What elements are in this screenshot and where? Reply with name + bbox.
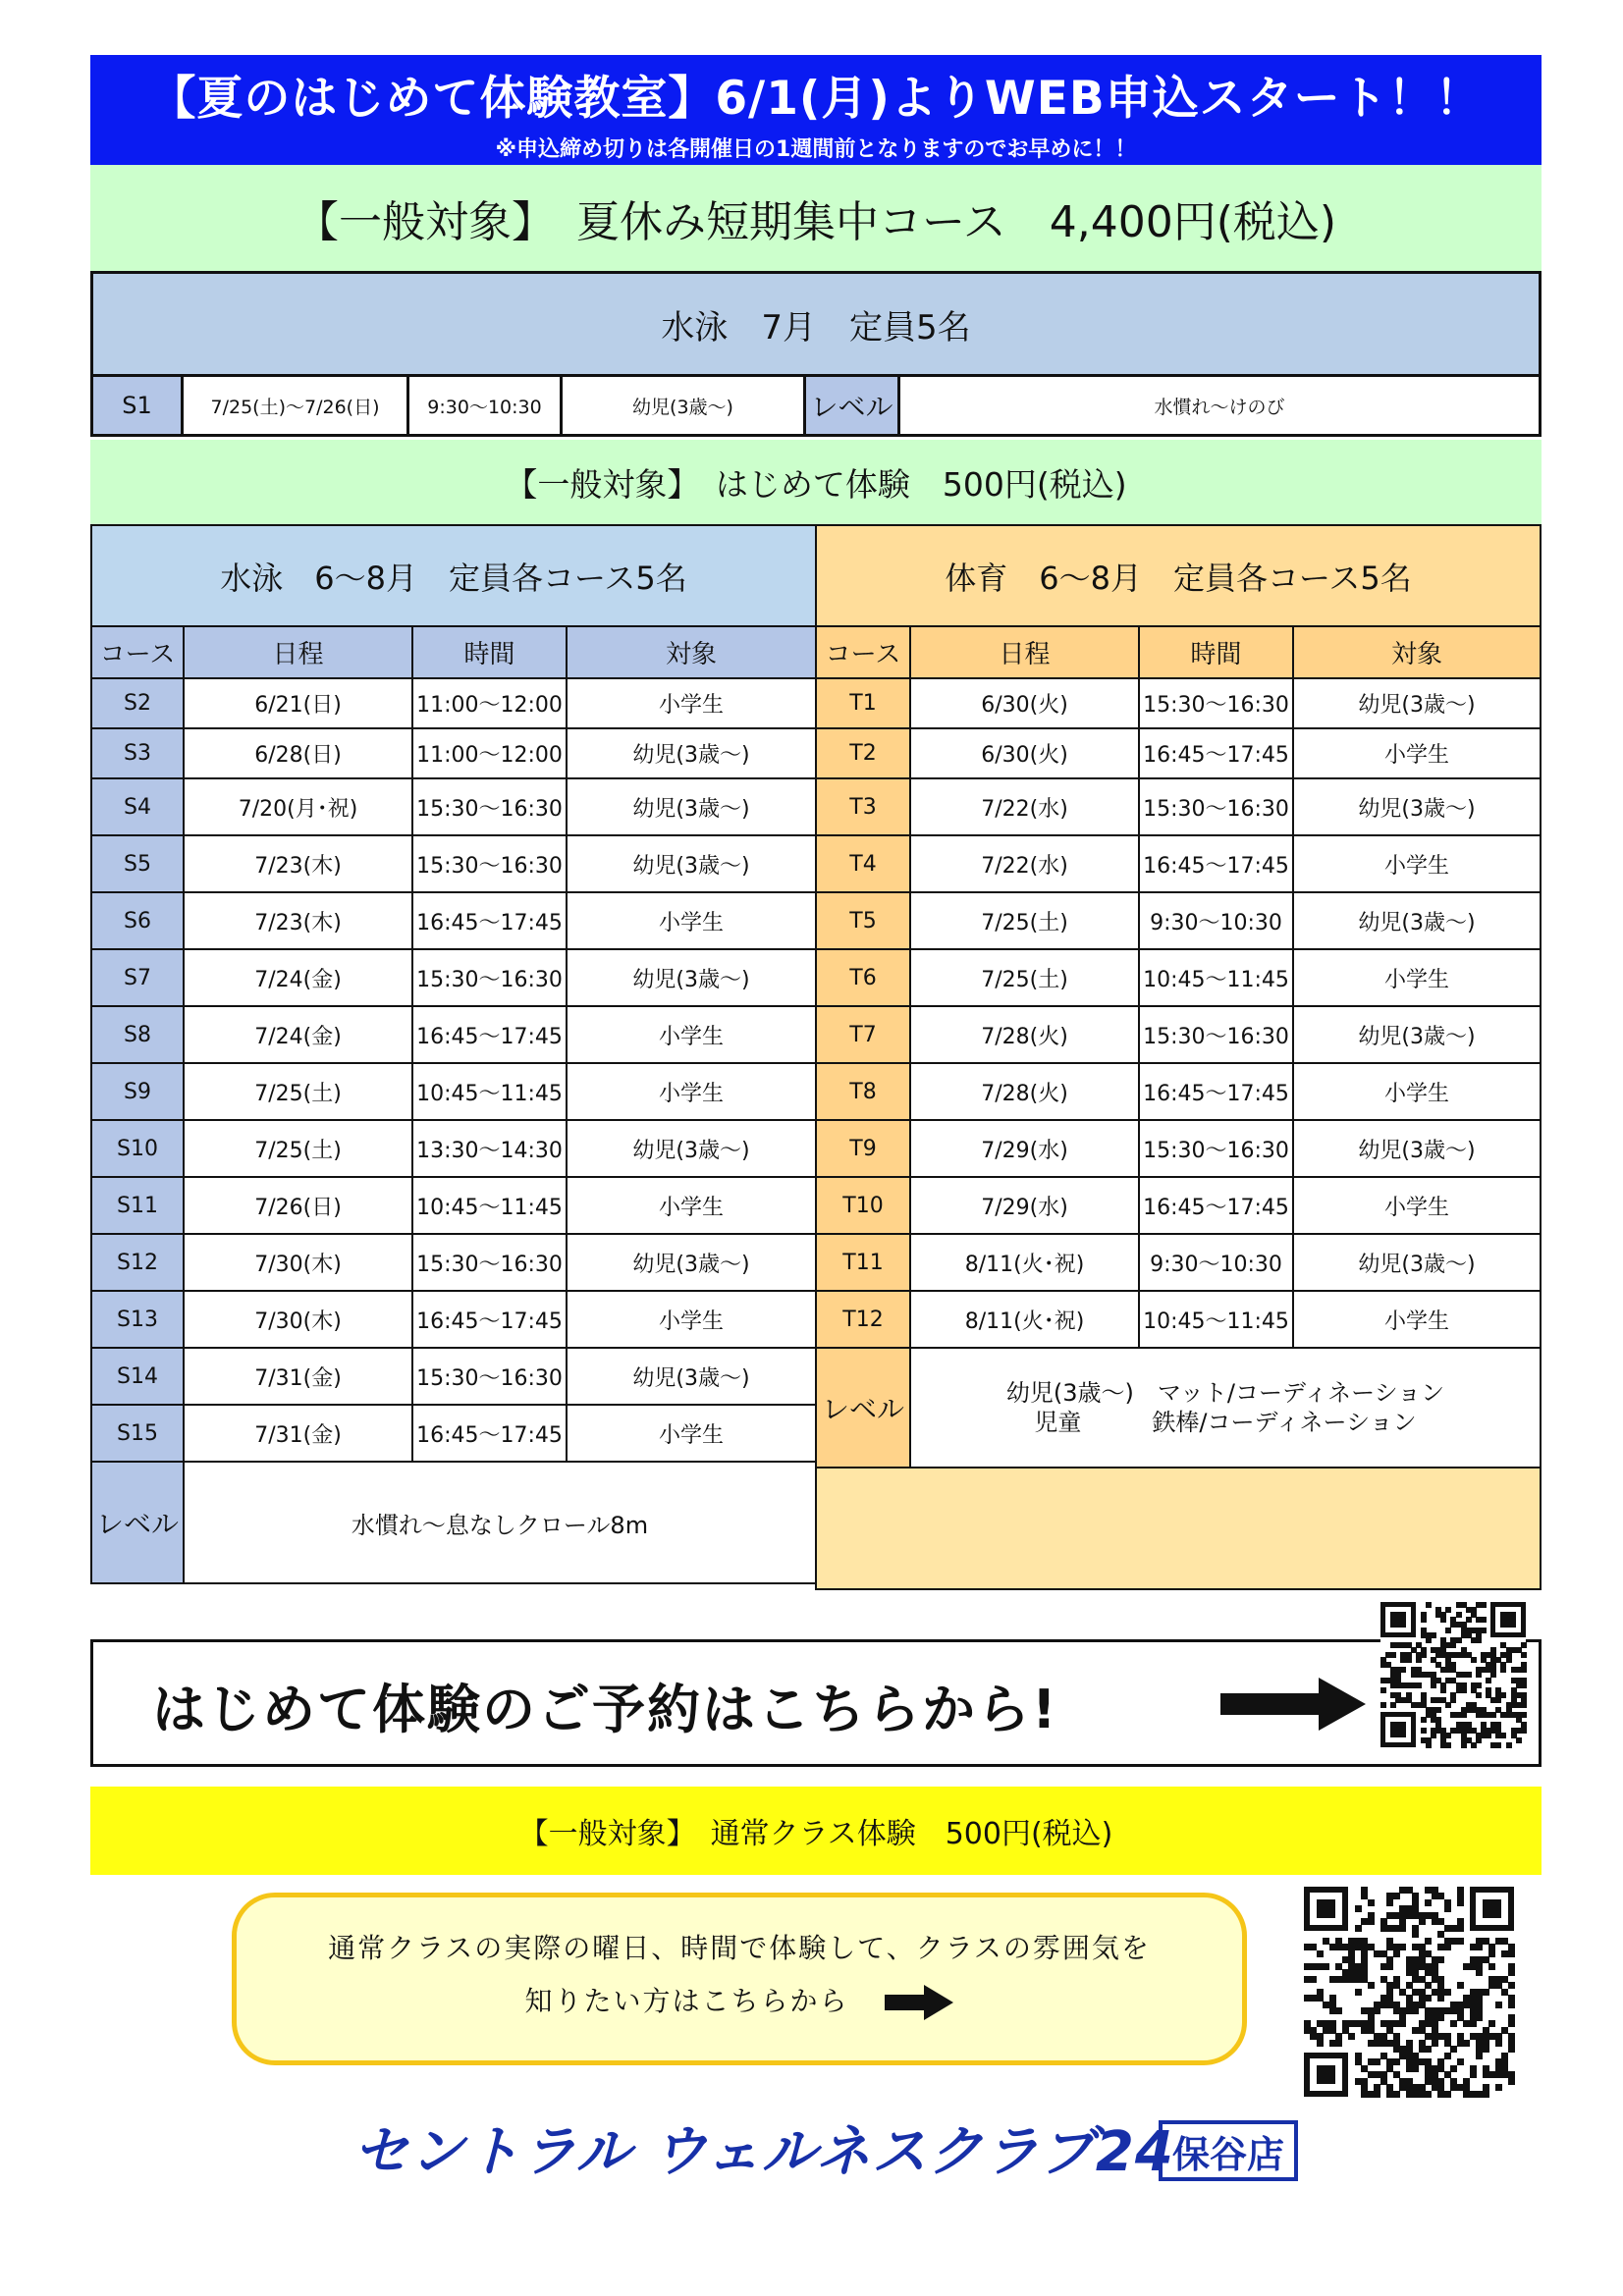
cell-target: 幼児(3歳～) bbox=[567, 1348, 816, 1405]
gym-level-line: 幼児(3歳～) マット/コーディネーション bbox=[1005, 1379, 1445, 1407]
swim-schedule-table bbox=[90, 524, 817, 1584]
cell-code: T1 bbox=[816, 678, 910, 728]
regular-class-line: 通常クラスの実際の曜日、時間で体験して、クラスの雰囲気を bbox=[328, 1932, 1151, 1964]
cell-time: 15:30～16:30 bbox=[412, 949, 567, 1006]
cell-time: 16:45～17:45 bbox=[412, 1291, 567, 1348]
cell-time: 9:30～10:30 bbox=[1139, 1234, 1293, 1291]
table-row bbox=[91, 1405, 816, 1462]
table-row bbox=[91, 678, 816, 728]
cell-target: 幼児(3歳～) bbox=[1293, 678, 1541, 728]
cell-code: S14 bbox=[91, 1348, 184, 1405]
cell-time: 16:45～17:45 bbox=[1139, 1063, 1293, 1120]
cell-date: 7/22(水) bbox=[910, 778, 1139, 835]
table-row bbox=[816, 1234, 1541, 1291]
cell-time: 9:30～10:30 bbox=[1139, 892, 1293, 949]
cell-target: 幼児(3歳～) bbox=[567, 778, 816, 835]
table-row bbox=[816, 1120, 1541, 1177]
cell-date: 7/29(水) bbox=[910, 1177, 1139, 1234]
cell-date: 6/30(火) bbox=[910, 678, 1139, 728]
regular-class-band: 【一般対象】 通常クラス体験 500円(税込) bbox=[90, 1787, 1542, 1875]
cell-date: 7/23(木) bbox=[184, 892, 412, 949]
table-row bbox=[91, 892, 816, 949]
cell-code: T6 bbox=[816, 949, 910, 1006]
level-label: レベル bbox=[805, 376, 899, 436]
cell-time: 15:30～16:30 bbox=[1139, 678, 1293, 728]
gym-empty-cell bbox=[816, 1468, 1541, 1589]
swim-level: 水慣れ～息なしクロール8m bbox=[184, 1462, 816, 1583]
cell-time: 15:30～16:30 bbox=[1139, 778, 1293, 835]
table-row bbox=[816, 892, 1541, 949]
cell-code: T7 bbox=[816, 1006, 910, 1063]
cell-target: 小学生 bbox=[567, 892, 816, 949]
cell-date: 7/24(金) bbox=[184, 1006, 412, 1063]
table-row bbox=[816, 1063, 1541, 1120]
cell-target: 幼児(3歳～) bbox=[1293, 1120, 1541, 1177]
cell-time: 11:00～12:00 bbox=[412, 728, 567, 778]
cell-target: 小学生 bbox=[1293, 835, 1541, 892]
cell-date: 7/29(水) bbox=[910, 1120, 1139, 1177]
cell-date: 7/31(金) bbox=[184, 1405, 412, 1462]
cell-target: 小学生 bbox=[1293, 1291, 1541, 1348]
course-time: 9:30～10:30 bbox=[408, 376, 562, 436]
cell-date: 6/28(日) bbox=[184, 728, 412, 778]
cell-code: S12 bbox=[91, 1234, 184, 1291]
table-row bbox=[816, 1177, 1541, 1234]
store-name: 保谷店 bbox=[1159, 2120, 1298, 2181]
cell-code: S8 bbox=[91, 1006, 184, 1063]
table-row bbox=[91, 1291, 816, 1348]
cell-date: 7/22(水) bbox=[910, 835, 1139, 892]
table-row bbox=[816, 1291, 1541, 1348]
cell-date: 7/30(木) bbox=[184, 1234, 412, 1291]
cell-target: 幼児(3歳～) bbox=[567, 728, 816, 778]
cell-target: 小学生 bbox=[1293, 949, 1541, 1006]
cell-code: S10 bbox=[91, 1120, 184, 1177]
gym-level bbox=[910, 1348, 1541, 1468]
course-level: 水慣れ～けのび bbox=[899, 376, 1541, 436]
cell-date: 7/28(火) bbox=[910, 1006, 1139, 1063]
cell-time: 13:30～14:30 bbox=[412, 1120, 567, 1177]
cell-time: 15:30～16:30 bbox=[412, 1348, 567, 1405]
cell-date: 6/30(火) bbox=[910, 728, 1139, 778]
cell-code: S2 bbox=[91, 678, 184, 728]
swim-heading: 水泳 6～8月 定員各コース5名 bbox=[91, 525, 816, 626]
cell-target: 小学生 bbox=[567, 1291, 816, 1348]
short-course-heading: 水泳 7月 定員5名 bbox=[92, 273, 1541, 376]
cell-date: 7/23(木) bbox=[184, 835, 412, 892]
cell-time: 16:45～17:45 bbox=[412, 1006, 567, 1063]
qr-code-icon[interactable] bbox=[1304, 1887, 1514, 2097]
table-row bbox=[816, 835, 1541, 892]
column-header: 対象 bbox=[567, 626, 816, 678]
cell-date: 8/11(火･祝) bbox=[910, 1234, 1139, 1291]
regular-class-link-text[interactable]: 知りたい方はこちらから bbox=[524, 1985, 849, 2017]
cell-target: 幼児(3歳～) bbox=[1293, 892, 1541, 949]
short-course-band: 【一般対象】 夏休み短期集中コース 4,400円(税込) bbox=[90, 165, 1542, 271]
table-row bbox=[91, 728, 816, 778]
right-arrow-icon bbox=[885, 1985, 953, 2020]
cell-target: 幼児(3歳～) bbox=[567, 949, 816, 1006]
brand-logo: セントラル ウェルネスクラブ24 bbox=[353, 2120, 1174, 2184]
table-row bbox=[816, 728, 1541, 778]
table-row bbox=[816, 949, 1541, 1006]
cell-time: 15:30～16:30 bbox=[1139, 1006, 1293, 1063]
cell-time: 10:45～11:45 bbox=[412, 1063, 567, 1120]
cell-date: 7/31(金) bbox=[184, 1348, 412, 1405]
cell-code: S13 bbox=[91, 1291, 184, 1348]
table-row bbox=[91, 1234, 816, 1291]
table-row bbox=[91, 1348, 816, 1405]
cell-time: 16:45～17:45 bbox=[1139, 1177, 1293, 1234]
cell-date: 6/21(日) bbox=[184, 678, 412, 728]
cell-time: 15:30～16:30 bbox=[412, 835, 567, 892]
table-row bbox=[91, 1120, 816, 1177]
swim-level-label: レベル bbox=[91, 1462, 184, 1583]
gym-level-line: 児童 鉄棒/コーディネーション bbox=[1034, 1409, 1417, 1436]
cell-code: T10 bbox=[816, 1177, 910, 1234]
cell-code: S3 bbox=[91, 728, 184, 778]
cell-date: 8/11(火･祝) bbox=[910, 1291, 1139, 1348]
cell-target: 小学生 bbox=[567, 1177, 816, 1234]
cell-target: 幼児(3歳～) bbox=[567, 1120, 816, 1177]
cell-time: 11:00～12:00 bbox=[412, 678, 567, 728]
cell-code: T12 bbox=[816, 1291, 910, 1348]
table-row bbox=[816, 778, 1541, 835]
cell-code: T8 bbox=[816, 1063, 910, 1120]
cell-code: T3 bbox=[816, 778, 910, 835]
cell-code: S11 bbox=[91, 1177, 184, 1234]
table-row bbox=[91, 835, 816, 892]
reservation-text[interactable]: はじめて体験のご予約はこちらから! bbox=[152, 1678, 1058, 1740]
cell-time: 16:45～17:45 bbox=[1139, 728, 1293, 778]
cell-time: 16:45～17:45 bbox=[412, 892, 567, 949]
trial-band: 【一般対象】 はじめて体験 500円(税込) bbox=[90, 440, 1542, 524]
cell-code: S15 bbox=[91, 1405, 184, 1462]
cell-target: 小学生 bbox=[567, 1405, 816, 1462]
cell-target: 幼児(3歳～) bbox=[567, 1234, 816, 1291]
cell-date: 7/24(金) bbox=[184, 949, 412, 1006]
table-row bbox=[91, 778, 816, 835]
gym-level-label: レベル bbox=[816, 1348, 910, 1468]
cell-time: 16:45～17:45 bbox=[1139, 835, 1293, 892]
cell-code: S4 bbox=[91, 778, 184, 835]
cell-target: 小学生 bbox=[567, 1006, 816, 1063]
cell-code: T2 bbox=[816, 728, 910, 778]
banner-title: 【夏のはじめて体験教室】6/1(月)よりWEB申込スタート！！ bbox=[149, 71, 1483, 126]
column-header: コース bbox=[91, 626, 184, 678]
cell-code: T5 bbox=[816, 892, 910, 949]
cell-code: T4 bbox=[816, 835, 910, 892]
cell-time: 16:45～17:45 bbox=[412, 1405, 567, 1462]
cell-target: 小学生 bbox=[1293, 728, 1541, 778]
reservation-box[interactable] bbox=[90, 1639, 1542, 1767]
short-course-table bbox=[90, 271, 1542, 437]
cell-date: 7/25(土) bbox=[910, 949, 1139, 1006]
table-row bbox=[91, 1006, 816, 1063]
qr-code-icon[interactable] bbox=[1380, 1602, 1526, 1747]
cell-time: 10:45～11:45 bbox=[412, 1177, 567, 1234]
cell-code: S7 bbox=[91, 949, 184, 1006]
course-target: 幼児(3歳～) bbox=[562, 376, 805, 436]
table-row bbox=[91, 1063, 816, 1120]
cell-target: 幼児(3歳～) bbox=[1293, 778, 1541, 835]
table-row bbox=[816, 1006, 1541, 1063]
table-row bbox=[91, 949, 816, 1006]
gym-schedule-table bbox=[815, 524, 1542, 1590]
cell-date: 7/26(日) bbox=[184, 1177, 412, 1234]
column-header: 対象 bbox=[1293, 626, 1541, 678]
cell-target: 小学生 bbox=[567, 678, 816, 728]
cell-date: 7/20(月･祝) bbox=[184, 778, 412, 835]
column-header: コース bbox=[816, 626, 910, 678]
cell-target: 幼児(3歳～) bbox=[567, 835, 816, 892]
cell-target: 小学生 bbox=[1293, 1177, 1541, 1234]
cell-date: 7/28(火) bbox=[910, 1063, 1139, 1120]
column-header: 時間 bbox=[1139, 626, 1293, 678]
column-header: 日程 bbox=[184, 626, 412, 678]
cell-code: T11 bbox=[816, 1234, 910, 1291]
course-code: S1 bbox=[92, 376, 183, 436]
cell-date: 7/25(土) bbox=[184, 1120, 412, 1177]
table-row bbox=[816, 678, 1541, 728]
cell-date: 7/25(土) bbox=[910, 892, 1139, 949]
cell-target: 幼児(3歳～) bbox=[1293, 1234, 1541, 1291]
right-arrow-icon bbox=[1220, 1678, 1368, 1733]
cell-time: 15:30～16:30 bbox=[1139, 1120, 1293, 1177]
cell-code: T9 bbox=[816, 1120, 910, 1177]
course-date: 7/25(土)～7/26(日) bbox=[183, 376, 408, 436]
cell-time: 10:45～11:45 bbox=[1139, 949, 1293, 1006]
cell-target: 幼児(3歳～) bbox=[1293, 1006, 1541, 1063]
cell-target: 小学生 bbox=[567, 1063, 816, 1120]
announcement-banner bbox=[90, 55, 1542, 165]
cell-time: 10:45～11:45 bbox=[1139, 1291, 1293, 1348]
cell-date: 7/25(土) bbox=[184, 1063, 412, 1120]
cell-time: 15:30～16:30 bbox=[412, 1234, 567, 1291]
cell-time: 15:30～16:30 bbox=[412, 778, 567, 835]
column-header: 日程 bbox=[910, 626, 1139, 678]
column-header: 時間 bbox=[412, 626, 567, 678]
cell-code: S9 bbox=[91, 1063, 184, 1120]
gym-heading: 体育 6～8月 定員各コース5名 bbox=[816, 525, 1541, 626]
regular-class-line bbox=[237, 1980, 1242, 2020]
cell-date: 7/30(木) bbox=[184, 1291, 412, 1348]
cell-code: S5 bbox=[91, 835, 184, 892]
cell-target: 小学生 bbox=[1293, 1063, 1541, 1120]
table-row bbox=[91, 1177, 816, 1234]
regular-class-box[interactable] bbox=[232, 1893, 1247, 2065]
cell-code: S6 bbox=[91, 892, 184, 949]
banner-note: ※申込締め切りは各開催日の1週間前となりますのでお早めに！！ bbox=[495, 136, 1137, 162]
